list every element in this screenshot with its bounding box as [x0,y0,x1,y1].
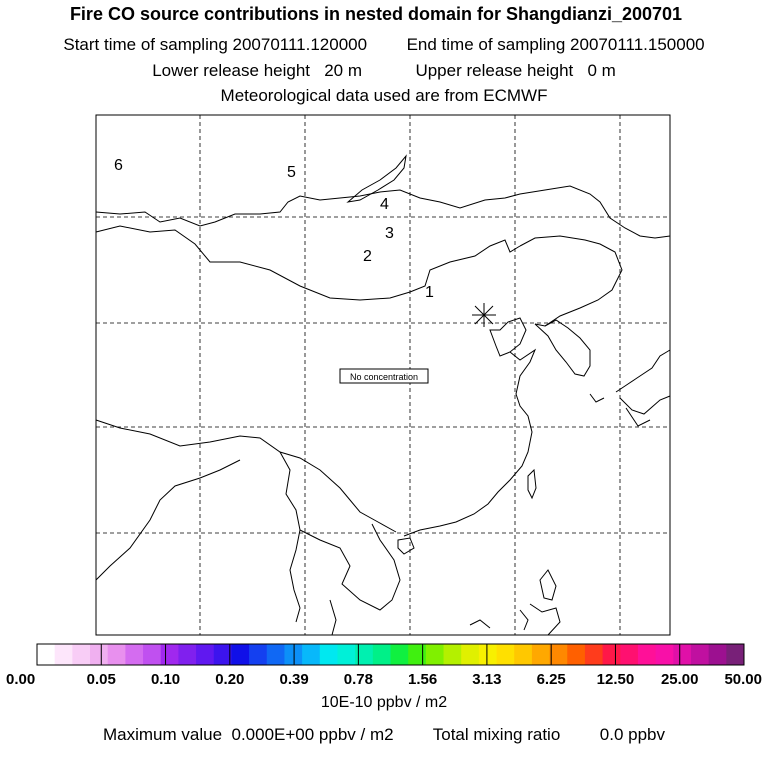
colorbar-cell [143,644,161,665]
colorbar-cell [391,644,409,665]
end-time-label: End time of sampling [406,35,566,54]
colorbar-cells [37,644,745,665]
total-mixing-value: 0.0 ppbv [599,725,665,744]
lower-release-value: 20 m [324,61,362,80]
colorbar-cell [55,644,73,665]
region-label-1: 1 [425,284,434,301]
colorbar-tick-label: 0.78 [343,671,373,688]
colorbar-tick-labels [6,671,762,688]
colorbar-cell [567,644,585,665]
colorbar-cell [620,644,638,665]
colorbar-cell [726,644,744,665]
max-value-label: Maximum value [102,725,223,744]
colorbar-tick-label: 0.20 [215,671,245,688]
colorbar-cell [302,644,320,665]
colorbar-tick-label: 50.00 [724,671,762,688]
colorbar-cell [550,644,568,665]
colorbar-cell [373,644,391,665]
summary-line [0,725,768,745]
colorbar-cell [72,644,90,665]
colorbar-cell [585,644,603,665]
colorbar-cell [267,644,285,665]
colorbar-cell [691,644,709,665]
colorbar-cell [444,644,462,665]
colorbar-cell [320,644,338,665]
colorbar-tick-label: 0.39 [279,671,309,688]
colorbar-cell [337,644,355,665]
colorbar-cell [408,644,426,665]
region-label-3: 3 [385,225,394,242]
colorbar-cell [479,644,497,665]
colorbar-cell [638,644,656,665]
colorbar-cell [214,644,232,665]
colorbar-cell [284,644,302,665]
colorbar-cell [603,644,621,665]
colorbar-unit: 10E-10 ppbv / m2 [320,694,448,711]
max-value: 0.000E+00 ppbv / m2 [231,725,394,744]
colorbar-tick-label: 6.25 [536,671,566,688]
colorbar-cell [90,644,108,665]
colorbar-cell [37,644,55,665]
colorbar-cell [161,644,179,665]
colorbar-cell [125,644,143,665]
colorbar-tick-label: 0.10 [150,671,181,688]
colorbar-tick-label: 25.00 [660,671,699,688]
colorbar-cell [426,644,444,665]
colorbar-cell [249,644,267,665]
colorbar-tick-label: 12.50 [596,671,635,688]
upper-release-label: Upper release height [415,61,574,80]
start-time-label: Start time of sampling [63,35,228,54]
colorbar-cell [532,644,550,665]
start-time-value: 20070111.120000 [232,35,368,54]
end-time-value: 20070111.150000 [570,35,705,54]
colorbar-cell [108,644,126,665]
colorbar-tick-label: 0.00 [6,671,36,688]
colorbar-cell [178,644,196,665]
colorbar-cell [461,644,479,665]
colorbar-cell [656,644,674,665]
no-concentration-label: No concentration [349,372,419,382]
region-label-5: 5 [287,164,296,181]
region-label-6: 6 [114,157,123,174]
colorbar-cell [497,644,515,665]
region-label-4: 4 [380,196,389,213]
total-mixing-label: Total mixing ratio [432,725,561,744]
upper-release-value: 0 m [587,61,616,80]
map-title: Fire CO source contributions in nested domain for Shangdianzi_200701 [69,4,683,24]
colorbar-tick-label: 1.56 [408,671,438,688]
lower-release-label: Lower release height [152,61,311,80]
region-label-2: 2 [363,248,372,265]
colorbar-cell [709,644,727,665]
colorbar-cell [196,644,214,665]
meteo-source: Meteorological data used are from ECMWF [220,86,548,105]
colorbar-cell [231,644,249,665]
colorbar-cell [673,644,691,665]
colorbar-tick-label: 0.05 [86,671,116,688]
colorbar-cell [514,644,532,665]
colorbar-tick-label: 3.13 [472,671,502,688]
